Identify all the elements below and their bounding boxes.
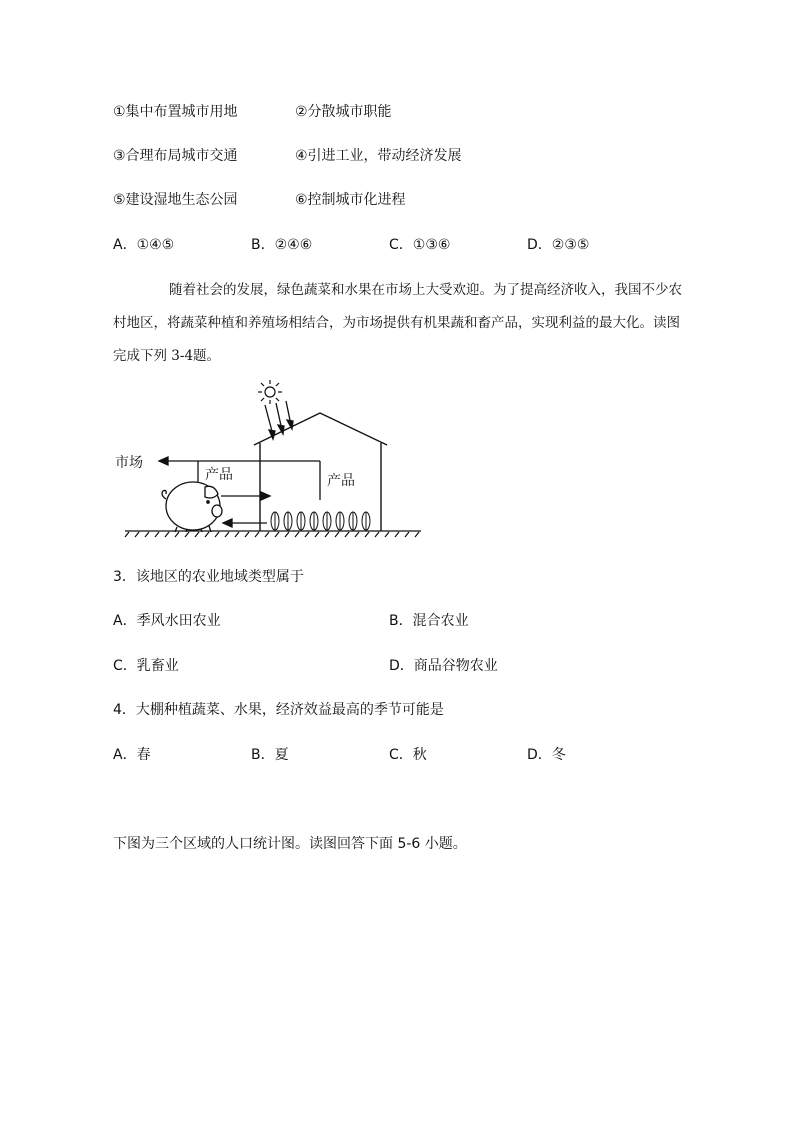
choice-6: ⑥控制城市化进程 xyxy=(295,192,406,208)
next-section-intro: 下图为三个区域的人口统计图。读图回答下面 5-6 小题。 xyxy=(113,836,467,852)
q4-option-a: A．春 xyxy=(113,747,151,763)
farm-diagram xyxy=(105,375,425,540)
q2-option-a: A．①④⑤ xyxy=(113,237,175,253)
sun-icon xyxy=(258,380,282,404)
choice-2: ②分散城市职能 xyxy=(295,104,392,120)
label-product-right: 产品 xyxy=(327,473,355,489)
pig-icon xyxy=(162,482,222,532)
q3-option-b: B．混合农业 xyxy=(389,613,469,629)
q4-option-d: D．冬 xyxy=(527,747,566,763)
q2-option-d: D．②③⑤ xyxy=(527,237,590,253)
label-product-left: 产品 xyxy=(205,467,233,483)
q3-stem: 3．该地区的农业地域类型属于 xyxy=(113,569,304,585)
q3-option-c: C．乳畜业 xyxy=(113,658,179,674)
intro-paragraph: 随着社会的发展，绿色蔬菜和水果在市场上大受欢迎。为了提高经济收入，我国不少农村地区，将蔬菜种植和养殖场相结合，为市场提供有机果蔬和畜产品，实现利益的最大化。读图完成下列 3-4题。 xyxy=(113,282,682,364)
choice-1: ①集中布置城市用地 xyxy=(113,104,238,120)
label-market: 市场 xyxy=(115,455,143,471)
q2-option-b: B．②④⑥ xyxy=(251,237,313,253)
q3-option-a: A．季风水田农业 xyxy=(113,613,221,629)
choice-5: ⑤建设湿地生态公园 xyxy=(113,192,238,208)
q3-option-d: D．商品谷物农业 xyxy=(389,658,498,674)
choice-3: ③合理布局城市交通 xyxy=(113,148,238,164)
choice-4: ④引进工业，带动经济发展 xyxy=(295,148,462,164)
q2-option-c: C．①③⑥ xyxy=(389,237,451,253)
vegetable-plants xyxy=(271,512,370,530)
ground xyxy=(125,531,421,537)
q4-option-b: B．夏 xyxy=(251,747,289,763)
q4-stem: 4．大棚种植蔬菜、水果，经济效益最高的季节可能是 xyxy=(113,702,444,718)
q4-option-c: C．秋 xyxy=(389,747,427,763)
